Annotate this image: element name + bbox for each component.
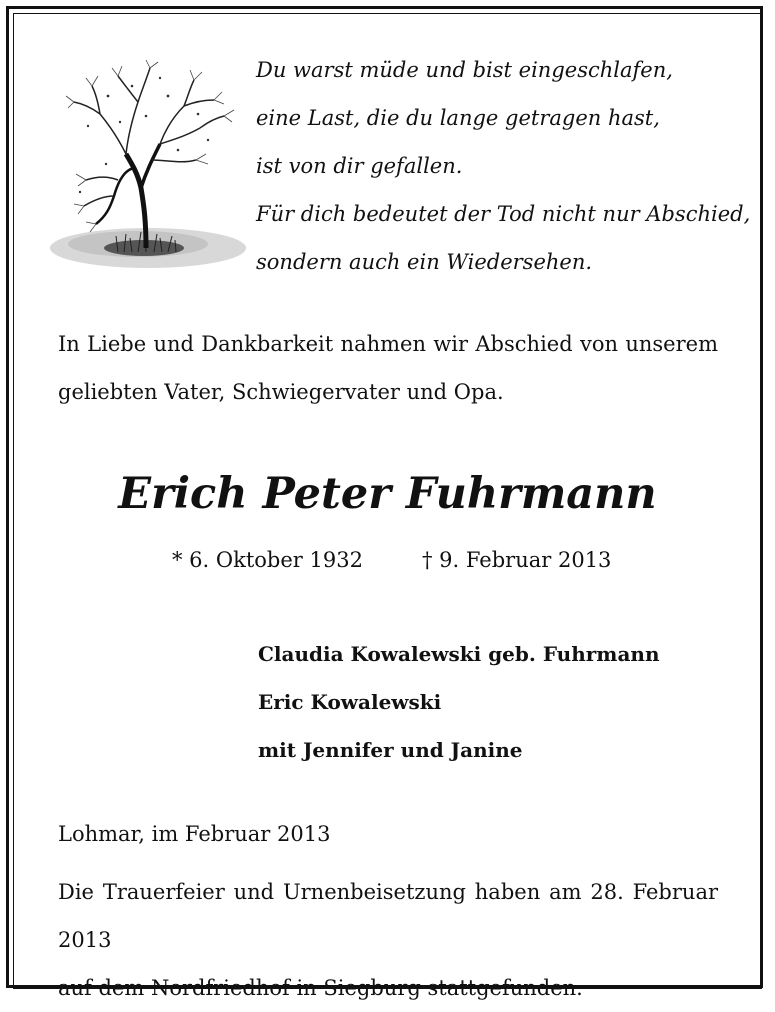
birth-date: * 6. Oktober 1932	[172, 548, 363, 572]
poem-line: sondern auch ein Wiedersehen.	[256, 250, 593, 274]
intro-line-1: In Liebe und Dankbarkeit nahmen wir Abschied von unserem	[58, 332, 718, 356]
intro-line-2: geliebten Vater, Schwiegervater und Opa.	[58, 380, 504, 404]
family-members	[258, 630, 659, 774]
tree-icon	[48, 56, 248, 271]
poem-line: Für dich bedeutet der Tod nicht nur Abschied,	[256, 202, 751, 226]
ceremony-line-1: Die Trauerfeier und Urnenbeisetzung haben am 28. Februar 2013	[58, 880, 718, 952]
poem	[256, 46, 751, 286]
ceremony-line-2: auf dem Nordfriedhof in Siegburg stattgefunden.	[58, 976, 583, 1000]
place-date: Lohmar, im Februar 2013	[58, 822, 331, 846]
poem-line: Du warst müde und bist eingeschlafen,	[256, 58, 673, 82]
death-date: † 9. Februar 2013	[422, 548, 612, 572]
deceased-name: Erich Peter Fuhrmann	[118, 469, 657, 519]
ceremony-text	[58, 868, 718, 1012]
family-member: Eric Kowalewski	[258, 690, 442, 714]
intro-text	[58, 320, 718, 416]
family-member: Claudia Kowalewski geb. Fuhrmann	[258, 642, 660, 666]
poem-line: ist von dir gefallen.	[256, 154, 463, 178]
family-member: mit Jennifer und Janine	[258, 738, 523, 762]
poem-line: eine Last, die du lange getragen hast,	[256, 106, 660, 130]
